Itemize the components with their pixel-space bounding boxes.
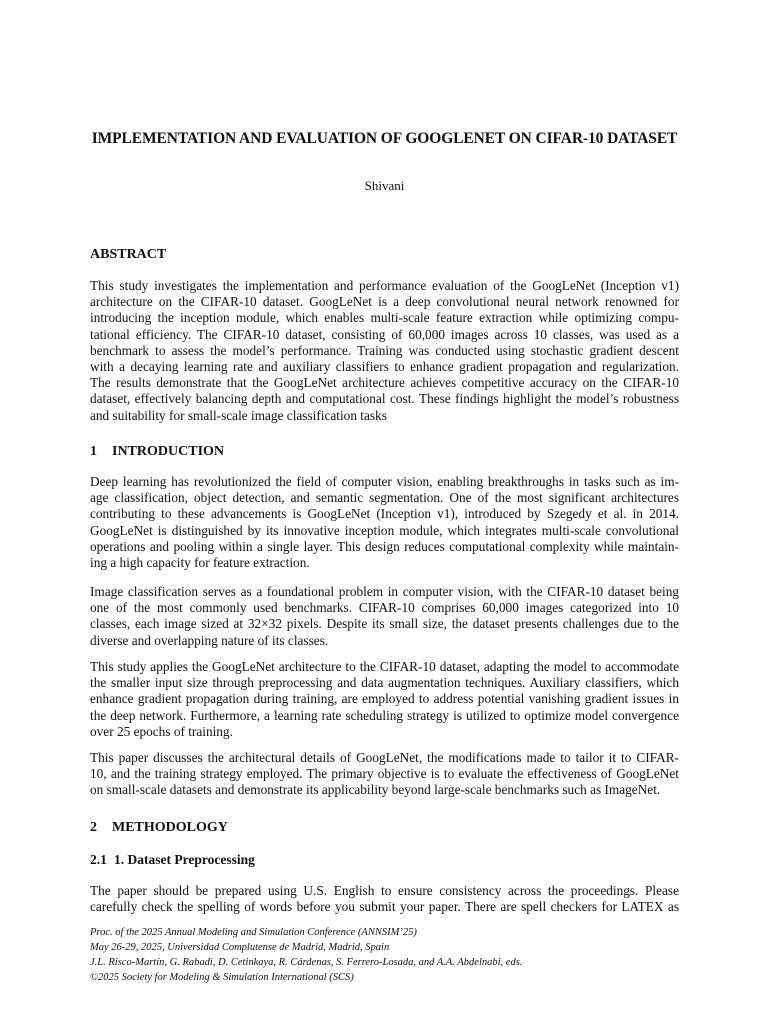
text-line: This paper discusses the architectural details of GoogLeNet, the modifications made to tailor it to CIFAR- <box>90 750 679 765</box>
text-line: This study applies the GoogLeNet architecture to the CIFAR-10 dataset, adapting the model to accommodate <box>90 659 679 674</box>
intro-paragraph-1 <box>90 474 679 571</box>
text-line: ing a high capacity for feature extraction. <box>90 555 310 571</box>
text-line: classes, each image sized at 32×32 pixels. Despite its small size, the dataset presents challenges due to the <box>90 616 679 632</box>
intro-paragraph-4 <box>90 750 679 799</box>
text-line: operations and pooling within a single layer. This design reduces computational complexity while maintain- <box>90 538 679 554</box>
section-number: 2 <box>90 820 97 835</box>
text-line: contributing to these advancements is GoogLeNet (Inception v1), introduced by Szegedy et al. in 2014. <box>90 506 679 522</box>
text-line: and suitability for small-scale image classification tasks <box>90 407 387 423</box>
text-line: This study investigates the implementation and performance evaluation of the GoogLeNet (Inception v1) <box>90 278 679 293</box>
abstract-body <box>90 278 679 424</box>
proceedings-footer <box>90 925 679 985</box>
text-line: architecture on the CIFAR-10 dataset. GoogLeNet is a deep convolutional neural network renowned for <box>90 294 679 310</box>
text-line: the smaller input size through preprocessing and data augmentation techniques. Auxiliary classifiers, which <box>90 675 679 691</box>
subsection-number: 2.1 <box>90 852 107 867</box>
text-line: The results demonstrate that the GoogLeNet architecture achieves competitive accuracy on the CIFAR-10 <box>90 375 679 391</box>
text-line: introducing the inception module, which enables multi-scale feature extraction while optimizing compu- <box>90 310 679 326</box>
text-line: Deep learning has revolutionized the field of computer vision, enabling breakthroughs in tasks such as im- <box>90 474 679 489</box>
text-line: Image classification serves as a foundational problem in computer vision, with the CIFAR-10 dataset being <box>90 584 679 599</box>
footer-line: Proc. of the 2025 Annual Modeling and Simulation Conference (ANNSIM’25) <box>90 927 417 938</box>
text-line: 10, and the training strategy employed. The primary objective is to evaluate the effectiveness of GoogLeNet <box>90 766 679 782</box>
section-title: METHODOLOGY <box>112 820 228 835</box>
methodology-paragraph-1 <box>90 883 679 915</box>
text-line: dataset, effectively balancing depth and computational cost. These findings highlight the model’s robustness <box>90 391 679 407</box>
text-line: tational efficiency. The CIFAR-10 dataset, consisting of 60,000 images across 10 classes, was used as a <box>90 326 679 342</box>
footer-line: ©2025 Society for Modeling & Simulation International (SCS) <box>90 972 354 983</box>
abstract-heading: ABSTRACT <box>90 247 167 262</box>
text-line: with a decaying learning rate and auxiliary classifiers to enhance gradient propagation and regularization. <box>90 359 679 375</box>
text-line: over 25 epochs of training. <box>90 723 233 739</box>
section-heading-introduction <box>90 444 224 460</box>
author-name: Shivani <box>364 178 405 193</box>
text-line: GoogLeNet is distinguished by its innovative inception module, which integrates multi-scale convolutional <box>90 522 679 538</box>
section-number: 1 <box>90 444 97 459</box>
subsection-title: 1. Dataset Preprocessing <box>114 852 255 867</box>
subsection-heading-dataset-preprocessing <box>90 852 255 868</box>
text-line: on small-scale datasets and demonstrate its applicability beyond large-scale benchmarks such as ImageNet. <box>90 782 661 798</box>
text-line: diverse and overlapping nature of its classes. <box>90 632 329 648</box>
section-heading-methodology <box>90 820 228 836</box>
text-line: carefully check the spelling of words before you submit your paper. There are spell checkers for LATEX as <box>90 899 679 915</box>
paper-page <box>90 0 679 1024</box>
text-line: enhance gradient propagation during training, are employed to address potential vanishing gradient issues in <box>90 691 679 707</box>
text-line: benchmark to assess the model’s performance. Training was conducted using stochastic gradient descent <box>90 342 679 358</box>
text-line: age classification, object detection, and semantic segmentation. One of the most significant architectures <box>90 490 679 506</box>
text-line: one of the most commonly used benchmarks. CIFAR-10 comprises 60,000 images categorized into 10 <box>90 600 679 616</box>
intro-paragraph-2 <box>90 584 679 649</box>
footer-line: J.L. Risco-Martín, G. Rabadi, D. Cetinkaya, R. Cárdenas, S. Ferrero-Losada, and A.A. Abdelnabi, eds. <box>90 957 523 968</box>
intro-paragraph-3 <box>90 659 679 740</box>
footer-line: May 26-29, 2025, Universidad Complutense de Madrid, Madrid, Spain <box>90 942 390 953</box>
section-title: INTRODUCTION <box>112 444 225 459</box>
text-line: the deep network. Furthermore, a learning rate scheduling strategy is utilized to optimize model convergence <box>90 707 679 723</box>
text-line: The paper should be prepared using U.S. English to ensure consistency across the proceedings. Please <box>90 883 679 898</box>
paper-title: IMPLEMENTATION AND EVALUATION OF GOOGLENET ON CIFAR-10 DATASET <box>91 130 678 147</box>
